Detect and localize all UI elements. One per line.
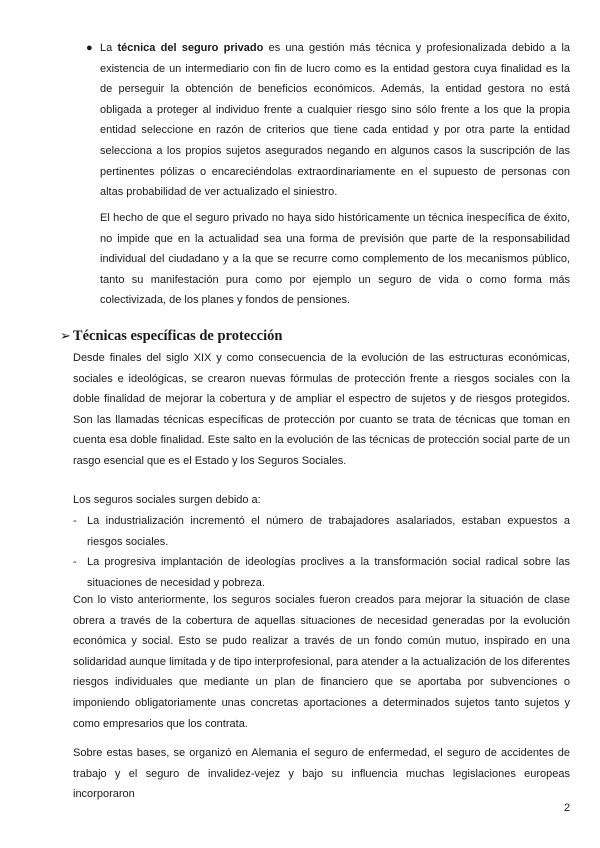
bullet-text: es una gestión más técnica y profesionalizada debido a la existencia de un intermediario con fin de lucro como es la entidad gestora cuya finalidad es la de perseguir la obtención de beneficios económicos. Además, la entidad gestora no está obligada a proteger al individuo frente a cualquier riesgo sino sólo frente a los que la propia entidad seleccione en razón de criterios que tiene cada entidad y por otra parte la entidad selecciona a los propios sujetos asegurados negando en algunos casos la suscripción de las pertinentes pólizas o encareciéndolas extraordinariamente en el supuesto de personas con altas probabilidad de ver actualizado el siniestro. — [100, 42, 571, 199]
bold-term: técnica del seguro privado — [117, 42, 264, 54]
causes-list — [73, 511, 570, 593]
list-item — [73, 511, 570, 552]
bullet-paragraph — [100, 38, 570, 203]
section-heading — [60, 326, 282, 347]
bullet-followup-paragraph: El hecho de que el seguro privado no haya sido históricamente un técnica inespecífica de éxito, no impide que en la actualidad sea una forma de previsión que parte de la responsabilidad individual del ciudadano y a la que se recurre como complemento de los mecanismos público, tanto su manifestación pura como por ejemplo un seguro de vida o como forma más colectivizada, de los planes y fondos de pensiones. — [100, 212, 570, 307]
section-title: Técnicas específicas de protección — [72, 328, 283, 344]
after-list-paragraph: Con lo visto anteriormente, los seguros sociales fueron creados para mejorar la situación de clase obrera a través de la cobertura de aquellas situaciones de necesidad generadas por la evolución económica y social. Esto se pudo realizar a través de un fondo común mutuo, inspirado en una solidaridad aunque limitada y de tipo interprofesional, para atender a la actualización de los diferentes riesgos individuales que mediante un plan de financiero que se aportaba por subvenciones o imponiendo obligatoriamente unas concretas aportaciones a determinados sujetos tanto sujetos y como empresarios que los contrata. — [73, 594, 570, 730]
intro-paragraph: Desde finales del siglo XIX y como consecuencia de la evolución de las estructuras económicas, sociales e ideológicas, se crearon nuevas fórmulas de protección frente a riesgos sociales con la doble finalidad de mejorar la cobertura y de ampliar el espectro de sujetos y de riesgos protegidos. Son las llamadas técnicas específicas de protección por cuanto se trata de técnicas que toman en cuenta esa doble finalidad. Este salto en la evolución de las técnicas de protección social parte de un rasgo esencial que es el Estado y los Seguros Sociales. — [73, 352, 570, 467]
bullet-marker: ● — [86, 42, 93, 54]
dash-marker: - — [73, 515, 77, 527]
arrow-bullet-icon: ➢ — [60, 329, 71, 344]
page-number: 2 — [564, 802, 571, 814]
bullet-intro: La — [100, 42, 118, 54]
list-intro-paragraph: Los seguros sociales surgen debido a: — [73, 494, 261, 506]
dash-marker: - — [73, 556, 77, 569]
list-item — [73, 552, 570, 593]
closing-paragraph: Sobre estas bases, se organizó en Alemania el seguro de enfermedad, el seguro de accidentes de trabajo y el seguro de invalidez-vejez y bajo su influencia muchas legislaciones europeas incorporaron — [73, 747, 570, 801]
list-item-text: La industrialización incrementó el número de trabajadores asalariados, estaban expuestos a riesgos sociales. — [87, 515, 570, 548]
list-item-text: La progresiva implantación de ideologías proclives a la transformación social radical sobre las situaciones de necesidad y pobreza. — [87, 556, 570, 589]
